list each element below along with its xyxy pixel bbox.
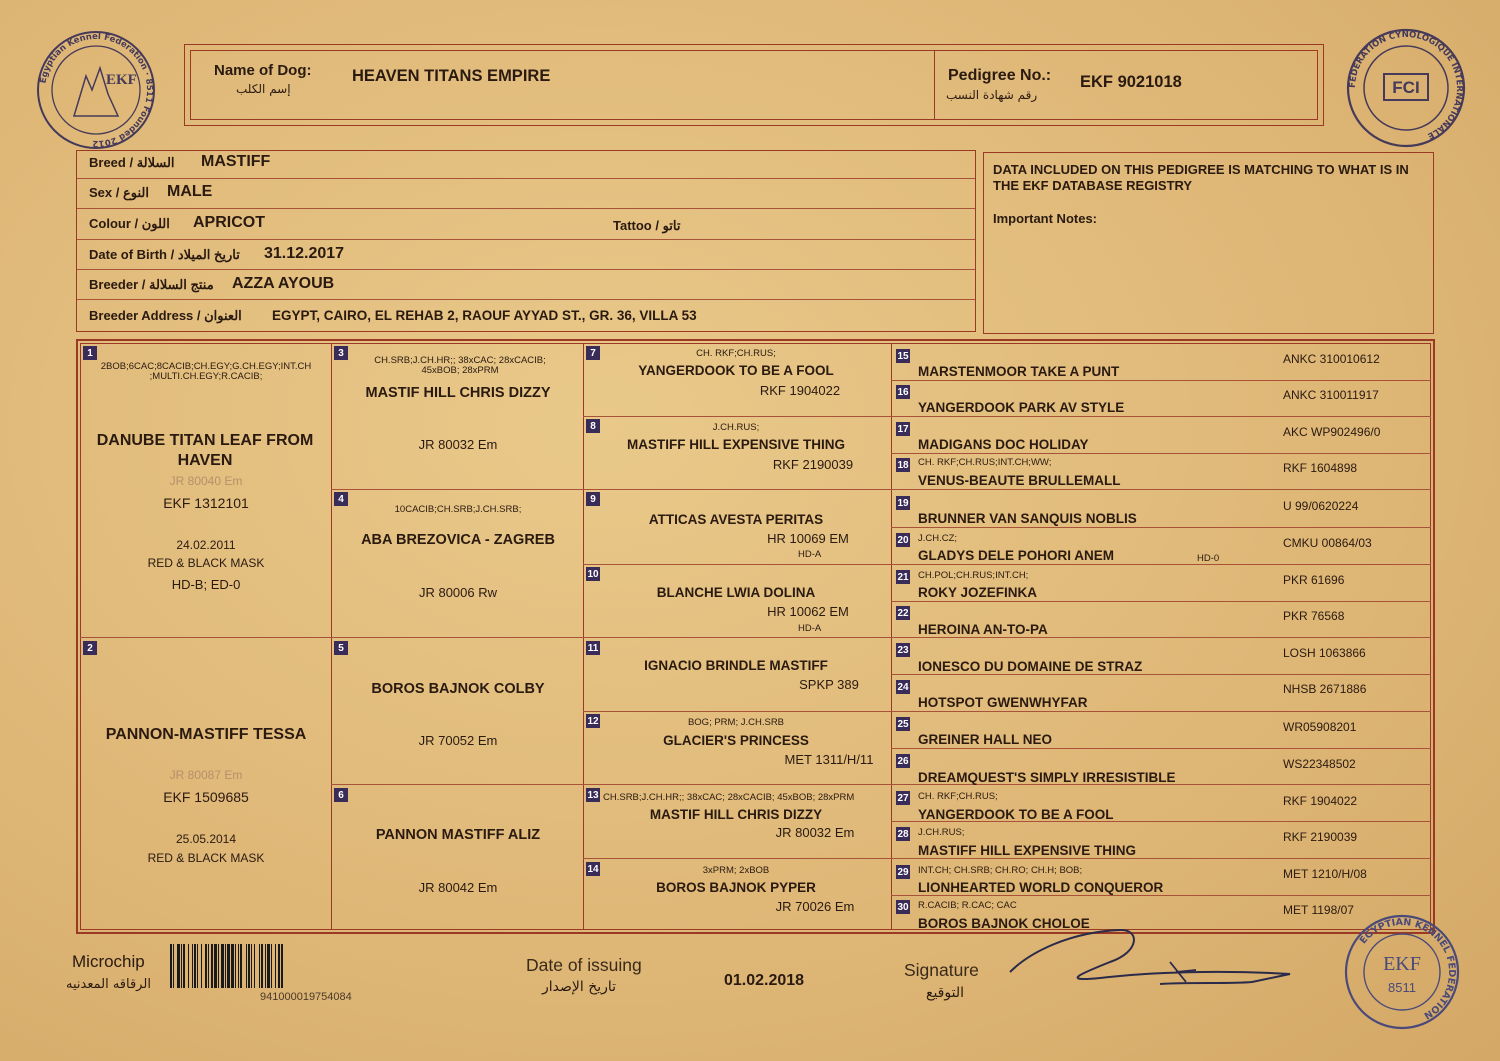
titles: BOG; PRM; J.CH.SRB xyxy=(687,717,785,728)
reg-number: EKF 1509685 xyxy=(163,789,249,805)
microchip-label: Microchip xyxy=(72,952,145,971)
reg-number: ANKC 310011917 xyxy=(1283,388,1379,402)
reg-number: U 99/0620224 xyxy=(1283,499,1359,513)
dog-name: DANUBE TITAN LEAF FROM HAVEN xyxy=(96,432,314,469)
dog-name: GREINER HALL NEO xyxy=(918,732,1053,747)
address-label: Breeder Address / العنوان xyxy=(89,308,242,323)
cell-number: 5 xyxy=(334,641,348,655)
dog-name: BLANCHE LWIA DOLINA xyxy=(656,585,816,600)
sex-value: MALE xyxy=(167,183,213,200)
dog-name: MASTIF HILL CHRIS DIZZY xyxy=(649,807,823,822)
cell-number: 15 xyxy=(897,350,909,362)
cell-number: 2 xyxy=(83,641,97,655)
titles: R.CACIB; R.CAC; CAC xyxy=(918,900,1017,911)
dog-name: ABA BREZOVICA - ZAGREB xyxy=(361,532,555,548)
colour-label: Colour / اللون xyxy=(89,216,170,231)
dog-name: DREAMQUEST'S SIMPLY IRRESISTIBLE xyxy=(918,770,1176,785)
reg-number: RKF 1904022 xyxy=(759,383,841,398)
cell-number: 11 xyxy=(587,642,599,654)
reg-number: HR 10069 EM xyxy=(767,531,849,546)
reg-number: ANKC 310010612 xyxy=(1283,352,1380,366)
dog-name: MADIGANS DOC HOLIDAY xyxy=(918,437,1089,452)
titles: CH.POL;CH.RUS;INT.CH; xyxy=(918,570,1029,581)
titles: J.CH.CZ; xyxy=(918,533,958,544)
cell-number: 8 xyxy=(586,419,600,433)
microchip-number: 941000019754084 xyxy=(260,991,352,1003)
issuing-label-ar: تاريخ الإصدار xyxy=(542,979,617,995)
dob: 24.02.2011 xyxy=(176,538,236,552)
titles: 2BOB;6CAC;8CACIB;CH.EGY;G.CH.EGY;INT.CH ;MULTI.CH.EGY;R.CACIB; xyxy=(100,361,312,382)
titles: CH. RKF;CH.RUS; xyxy=(918,791,998,802)
dog-name: HEAVEN TITANS EMPIRE xyxy=(352,67,551,85)
dog-name: BOROS BAJNOK CHOLOE xyxy=(918,916,1090,931)
reg-number: MET 1210/H/08 xyxy=(1283,867,1367,881)
reg-number: RKF 1904022 xyxy=(1283,794,1358,808)
health: HD-0 xyxy=(1197,553,1220,564)
reg-number: HR 10062 EM xyxy=(767,604,849,619)
titles: J.CH.RUS; xyxy=(918,827,965,838)
dog-name: HEROINA AN-TO-PA xyxy=(918,622,1048,637)
dog-name: IONESCO DU DOMAINE DE STRAZ xyxy=(918,659,1143,674)
reg-number: EKF 1312101 xyxy=(163,495,249,511)
cell-number: 10 xyxy=(587,568,599,580)
titles: J.CH.RUS; xyxy=(712,422,760,433)
breed-value: MASTIFF xyxy=(201,153,271,170)
cell-number: 9 xyxy=(586,492,600,506)
svg-text:FEDERATION CYNOLOGIQUE INTERNA: FEDERATION CYNOLOGIQUE INTERNATIONALE xyxy=(1347,29,1465,141)
colour-value: APRICOT xyxy=(193,214,265,231)
cell-number: 28 xyxy=(897,828,909,840)
cell-number: 29 xyxy=(897,866,909,878)
dog-name: HOTSPOT GWENWHYFAR xyxy=(918,695,1088,710)
pedigree-number: EKF 9021018 xyxy=(1080,73,1182,91)
dog-name: ATTICAS AVESTA PERITAS xyxy=(648,512,824,527)
cell-number: 23 xyxy=(897,644,909,656)
address-value: EGYPT, CAIRO, EL REHAB 2, RAOUF AYYAD ST., GR. 36, VILLA 53 xyxy=(272,308,697,323)
cell-number: 30 xyxy=(897,901,909,913)
handwritten-signature xyxy=(990,912,1310,1002)
pedigree-label: Pedigree No.: xyxy=(948,67,1052,84)
dog-name: YANGERDOOK TO BE A FOOL xyxy=(918,807,1114,822)
svg-text:FCI: FCI xyxy=(1392,78,1420,97)
reg-number: PKR 61696 xyxy=(1283,573,1345,587)
cell-number: 25 xyxy=(897,718,909,730)
reg-number: JR 70052 Em xyxy=(418,733,498,748)
cell-number: 27 xyxy=(897,792,909,804)
cell-number: 14 xyxy=(587,863,599,875)
cell-number: 21 xyxy=(897,571,909,583)
dog-name: BRUNNER VAN SANQUIS NOBLIS xyxy=(918,511,1137,526)
reg-number: PKR 76568 xyxy=(1283,609,1345,623)
reg-number: MET 1311/H/11 xyxy=(784,752,874,767)
dog-name: MASTIFF HILL EXPENSIVE THING xyxy=(918,843,1137,858)
header-divider xyxy=(934,50,935,120)
barcode-stripe xyxy=(283,944,284,988)
titles: CH.SRB;J.CH.HR;; 38xCAC; 28xCACIB; 45xBOB; 28xPRM xyxy=(603,792,855,803)
dob: 25.05.2014 xyxy=(175,832,237,846)
ekf-stamp xyxy=(1340,912,1464,1032)
health: HD-B; ED-0 xyxy=(171,577,241,592)
dog-name: YANGERDOOK PARK AV STYLE xyxy=(918,400,1125,415)
cell-number: 4 xyxy=(334,492,348,506)
reg-number: NHSB 2671886 xyxy=(1283,682,1367,696)
reg-number: LOSH 1063866 xyxy=(1283,646,1366,660)
reg-number: WS22348502 xyxy=(1283,757,1356,771)
breed-label: Breed / السلالة xyxy=(89,155,175,170)
signature-label: Signature xyxy=(904,960,979,980)
tattoo-label: Tattoo / تاتو xyxy=(613,218,681,233)
svg-text:Egyptian Kennel Federation · 8: Egyptian Kennel Federation · 8511 Founded 2012 xyxy=(38,31,155,149)
dog-name: MASTIF HILL CHRIS DIZZY xyxy=(365,385,551,401)
titles: CH.SRB;J.CH.HR;; 38xCAC; 28xCACIB; 45xBOB; 28xPRM xyxy=(374,355,546,376)
reg-number: WR05908201 xyxy=(1283,720,1357,734)
reg-number: JR 70026 Em xyxy=(775,899,855,914)
dob-value: 31.12.2017 xyxy=(264,245,345,262)
svg-text:EKF: EKF xyxy=(106,72,137,88)
important-notes-label: Important Notes: xyxy=(993,211,1097,226)
svg-text:8511: 8511 xyxy=(1388,980,1416,995)
reg-number: SPKP 389 xyxy=(799,677,859,692)
breeder-value: AZZA AYOUB xyxy=(232,275,335,292)
issuing-date: 01.02.2018 xyxy=(724,972,805,989)
cell-number: 16 xyxy=(897,386,909,398)
reg-number: MET 1198/07 xyxy=(1283,903,1354,917)
cell-number: 13 xyxy=(587,789,599,801)
reg-number: JR 80032 Em xyxy=(418,437,498,452)
cell-number: 6 xyxy=(334,788,348,802)
titles: 10CACIB;CH.SRB;J.CH.SRB; xyxy=(394,504,522,515)
health: HD-A xyxy=(798,549,822,560)
cell-number: 7 xyxy=(586,346,600,360)
cell-number: 19 xyxy=(897,497,909,509)
titles: CH. RKF;CH.RUS;INT.CH;WW; xyxy=(918,457,1052,468)
sex-label: Sex / النوع xyxy=(89,185,149,200)
dog-name: IGNACIO BRINDLE MASTIFF xyxy=(644,658,828,673)
name-label: Name of Dog: xyxy=(214,62,312,79)
cell-number: 1 xyxy=(83,346,97,360)
health: HD-A xyxy=(798,623,822,634)
reg-number: JR 80032 Em xyxy=(775,825,855,840)
microchip-barcode xyxy=(170,944,390,988)
issuing-label: Date of issuing xyxy=(526,955,642,975)
cell-number: 12 xyxy=(587,715,599,727)
reg-number: JR 80006 Rw xyxy=(418,585,498,600)
cell-number: 24 xyxy=(897,681,909,693)
cell-number: 26 xyxy=(897,755,909,767)
reg-number: RKF 1604898 xyxy=(1283,461,1358,475)
reg-old: JR 80040 Em xyxy=(169,474,243,488)
titles: CH. RKF;CH.RUS; xyxy=(696,348,776,359)
cell-number: 3 xyxy=(334,346,348,360)
reg-number: RKF 2190039 xyxy=(1283,830,1358,844)
dob-label: Date of Birth / تاريخ الميلاد xyxy=(89,247,240,262)
ekf-seal-logo xyxy=(34,28,158,152)
pedigree-label-ar: رقم شهادة النسب xyxy=(946,88,1038,102)
titles: INT.CH; CH.SRB; CH.RO; CH.H; BOB; xyxy=(918,865,1083,876)
dog-name: PANNON-MASTIFF TESSA xyxy=(105,726,307,743)
dog-name: GLADYS DELE POHORI ANEM xyxy=(918,548,1115,563)
fci-seal-logo xyxy=(1344,26,1468,150)
cell-number: 18 xyxy=(897,459,909,471)
dog-name: MARSTENMOOR TAKE A PUNT xyxy=(918,364,1120,379)
svg-text:EGYPTIAN KENNEL FEDERATION: EGYPTIAN KENNEL FEDERATION xyxy=(1357,916,1458,1021)
color: RED & BLACK MASK xyxy=(147,851,265,865)
cell-number: 17 xyxy=(897,423,909,435)
breeder-label: Breeder / منتج السلالة xyxy=(89,277,214,292)
color: RED & BLACK MASK xyxy=(147,556,265,570)
reg-number: RKF 2190039 xyxy=(772,457,854,472)
name-label-ar: إسم الكلب xyxy=(236,82,291,96)
cell-number: 20 xyxy=(897,534,909,546)
dog-name: YANGERDOOK TO BE A FOOL xyxy=(638,363,834,378)
dog-name: VENUS-BEAUTE BRULLEMALL xyxy=(918,473,1121,488)
registry-statement: DATA INCLUDED ON THIS PEDIGREE IS MATCHING TO WHAT IS IN THE EKF DATABASE REGISTRY xyxy=(993,162,1409,193)
titles: 3xPRM; 2xBOB xyxy=(702,865,770,876)
dog-name: GLACIER'S PRINCESS xyxy=(663,733,809,748)
signature-label-ar: التوقيع xyxy=(926,985,964,1001)
dog-name: MASTIFF HILL EXPENSIVE THING xyxy=(626,437,846,452)
cell-number: 22 xyxy=(897,607,909,619)
reg-old: JR 80087 Em xyxy=(169,768,243,782)
svg-text:EKF: EKF xyxy=(1383,953,1421,975)
reg-number: AKC WP902496/0 xyxy=(1283,425,1381,439)
reg-number: CMKU 00864/03 xyxy=(1283,536,1372,550)
dog-name: BOROS BAJNOK COLBY xyxy=(371,681,545,697)
microchip-label-ar: الرقاقه المعدنيه xyxy=(66,977,151,992)
dog-name: LIONHEARTED WORLD CONQUEROR xyxy=(918,880,1164,895)
dog-name: PANNON MASTIFF ALIZ xyxy=(375,827,541,843)
reg-number: JR 80042 Em xyxy=(418,880,498,895)
dog-name: ROKY JOZEFINKA xyxy=(918,585,1038,600)
dog-name: BOROS BAJNOK PYPER xyxy=(656,880,816,895)
